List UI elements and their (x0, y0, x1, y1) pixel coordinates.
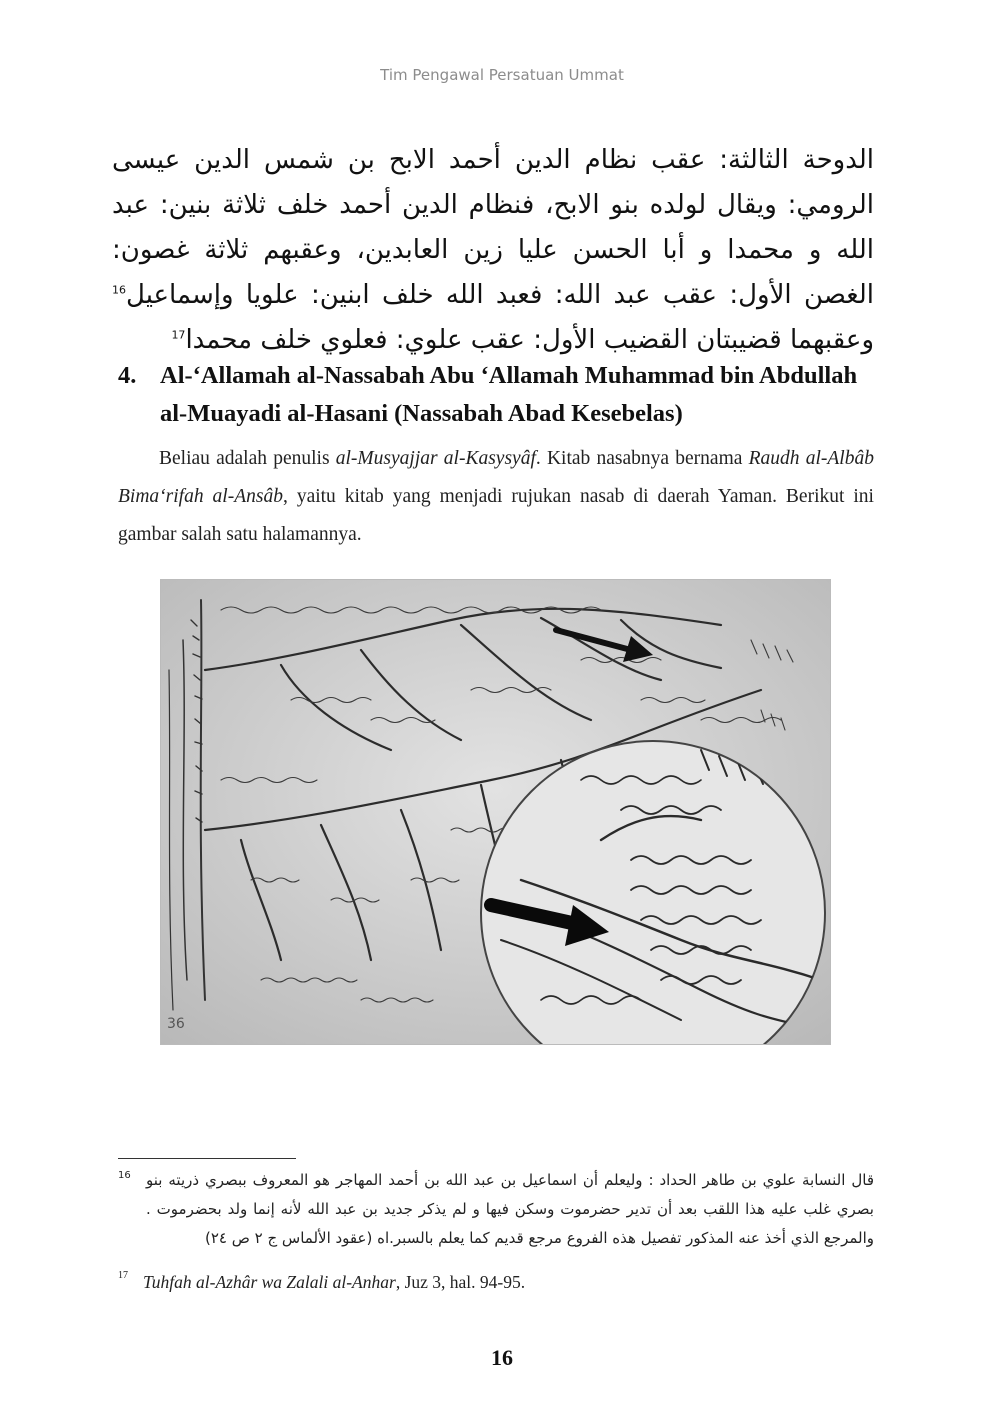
manuscript-figure (160, 579, 831, 1045)
footnote-16 (118, 1166, 874, 1253)
section-number: 4. (118, 362, 137, 389)
folio-mark: 36 (167, 1016, 185, 1032)
footnote-17 (118, 1270, 874, 1294)
footnote-divider (118, 1158, 296, 1159)
footnote-book-title: Tuhfah al-Azhâr wa Zalali al-Anhar (143, 1272, 396, 1292)
book-title-musyajjar: al-Musyajjar al-Kasysyâf (335, 448, 536, 469)
manuscript-illustration (161, 580, 830, 1044)
paragraph-text-1: Beliau adalah penulis (159, 448, 336, 469)
arabic-passage (112, 138, 874, 363)
footnote-number: 16 (118, 1170, 131, 1181)
footnote-text: قال النسابة علوي بن طاهر الحداد : وليعلم أن اسماعيل بن عبد الله بن أحمد المهاجر هو المعروف ببصري ذريته بنو بصري غلب عليه هذا اللقب بعد أن تدير حضرموت وسكن فيها و لم يذكر جديد بن عبد الله لأنه إنما ولد بحضرموت . والمرجع الذي أخذ عنه المذكور تفصيل هذه الفروع مرجع قديم كما يعلم بالسبر.اه (عقود الألماس ج ٢ ص ٢٤) (146, 1171, 874, 1247)
arabic-text-continued: وعقبهما قضيبتان القضيب الأول: عقب علوي: فعلوي خلف محمدا (185, 325, 874, 355)
footnote-text (143, 1270, 874, 1294)
section-title: Al-‘Allamah al-Nassabah Abu ‘Allamah Muhammad bin Abdullah al-Muayadi al-Hasani (Nassabah Abad Kesebelas) (160, 362, 858, 427)
footnote-citation: , Juz 3, hal. 94-95. (395, 1272, 526, 1292)
footnote-ref-16[interactable]: 16 (112, 283, 126, 297)
book-title-raudh: Raudh al-Albâb Bima‘rifah al-Ansâb (118, 448, 874, 507)
section-heading (118, 357, 878, 433)
paragraph-text-2: . Kitab nasabnya bernama (535, 448, 749, 469)
running-header: Tim Pengawal Persatuan Ummat (380, 66, 624, 84)
body-paragraph (118, 440, 874, 554)
page-number: 16 (491, 1345, 513, 1370)
footnote-number: 17 (118, 1270, 128, 1281)
arabic-text: الدوحة الثالثة: عقب نظام الدين أحمد الابح بن شمس الدين عيسى الرومي: ويقال لولده بنو الابح، فنظام الدين أحمد خلف ثلاثة بنين: عبد الله و محمدا و أبا الحسن عليا زين العابدين، وعقبهم ثلاثة غصون: الغصن الأول: عقب عبد الله: فعبد الله خلف ابنين: علويا وإسماعيل (112, 145, 874, 310)
paragraph-text-3: , yaitu kitab yang menjadi rujukan nasab di daerah Yaman. Berikut ini gambar salah satu halamannya. (118, 486, 874, 545)
footnote-ref-17[interactable]: 17 (171, 328, 186, 342)
